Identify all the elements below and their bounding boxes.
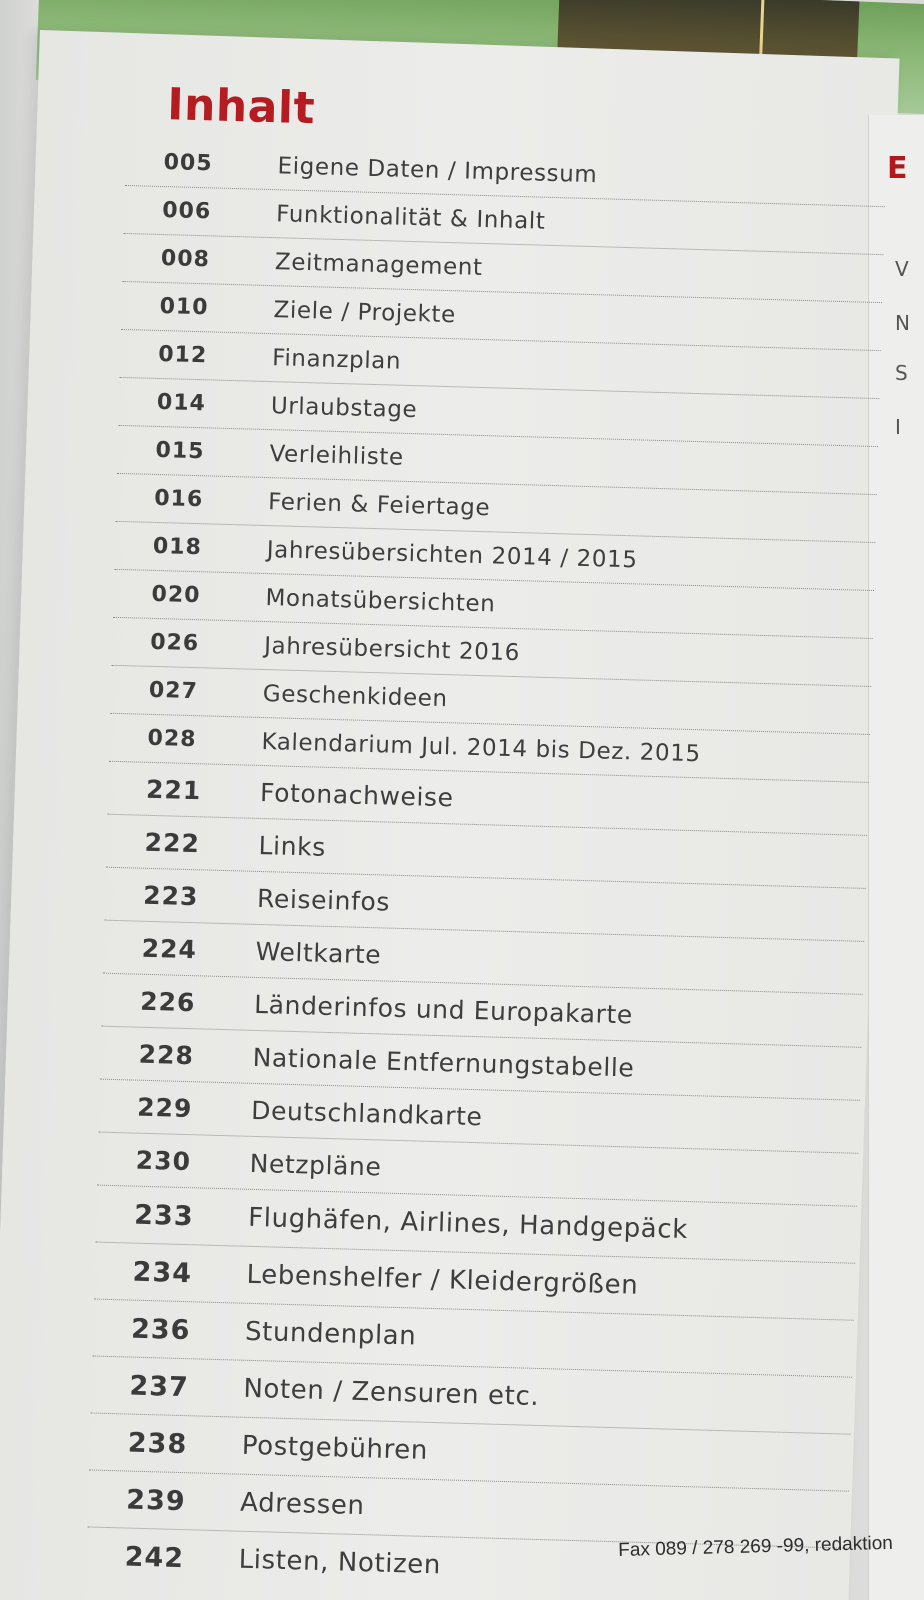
toc-entry-label: Flughäfen, Airlines, Handgepäck bbox=[247, 1202, 689, 1246]
toc-page-number: 026 bbox=[149, 629, 200, 657]
toc-entry-label: Finanzplan bbox=[271, 344, 402, 375]
toc-page-number: 222 bbox=[144, 827, 201, 858]
toc-entry-label: Lebenshelfer / Kleidergrößen bbox=[246, 1259, 639, 1301]
toc-entry-label: Monatsübersichten bbox=[265, 584, 496, 617]
toc-entry-label: Listen, Notizen bbox=[238, 1544, 442, 1581]
toc-entry-label: Geschenkideen bbox=[262, 680, 449, 712]
toc-entry-label: Reiseinfos bbox=[256, 883, 391, 917]
toc-page-number: 015 bbox=[155, 437, 205, 465]
toc-page-number: 236 bbox=[130, 1313, 191, 1346]
page-title: Inhalt bbox=[166, 79, 316, 135]
toc-entry-label: Links bbox=[258, 830, 327, 862]
facing-page-fragment: I bbox=[895, 415, 901, 439]
toc-page-number: 223 bbox=[142, 880, 199, 911]
toc-entry-label: Eigene Daten / Impressum bbox=[277, 152, 598, 188]
toc-entry-label: Länderinfos und Europakarte bbox=[253, 989, 634, 1029]
toc-page-number: 018 bbox=[152, 533, 203, 561]
toc-page-number: 221 bbox=[145, 774, 202, 805]
toc-entry-label: Adressen bbox=[239, 1487, 365, 1522]
toc-page-number: 226 bbox=[139, 986, 196, 1017]
toc-page-number: 233 bbox=[133, 1199, 195, 1232]
toc-page-number: 014 bbox=[156, 389, 207, 417]
toc-page-number: 028 bbox=[147, 725, 197, 753]
toc-page-number: 012 bbox=[157, 341, 208, 369]
toc-page-number: 020 bbox=[151, 581, 201, 609]
toc-page-number: 238 bbox=[127, 1427, 188, 1460]
toc-page-number: 228 bbox=[138, 1039, 195, 1070]
toc-page-number: 224 bbox=[141, 933, 198, 964]
toc-list bbox=[86, 138, 886, 1600]
facing-page-fragment: N bbox=[895, 311, 910, 335]
toc-page-number: 230 bbox=[135, 1145, 192, 1176]
toc-entry-label: Kalendarium Jul. 2014 bis Dez. 2015 bbox=[261, 728, 702, 767]
toc-entry-label: Urlaubstage bbox=[270, 392, 418, 423]
toc-page-number: 239 bbox=[125, 1484, 187, 1517]
table-of-contents bbox=[86, 78, 888, 1600]
toc-entry-label: Postgebühren bbox=[241, 1430, 429, 1466]
toc-entry-label: Jahresübersichten 2014 / 2015 bbox=[266, 536, 638, 573]
toc-page-number: 027 bbox=[148, 677, 199, 705]
toc-entry-label: Ziele / Projekte bbox=[273, 296, 457, 328]
toc-entry-label: Weltkarte bbox=[255, 936, 382, 969]
footer-contact-text: Fax 089 / 278 269 -99, redaktion bbox=[618, 1532, 894, 1561]
toc-page-number: 016 bbox=[153, 485, 204, 513]
toc-page-number: 229 bbox=[136, 1092, 193, 1123]
toc-page-number: 237 bbox=[129, 1370, 190, 1403]
toc-page-number: 006 bbox=[161, 198, 212, 225]
toc-entry-label: Verleihliste bbox=[269, 440, 405, 471]
toc-page-number: 234 bbox=[132, 1256, 193, 1289]
toc-entry-label: Deutschlandkarte bbox=[250, 1095, 483, 1131]
toc-page-number: 008 bbox=[160, 245, 211, 273]
toc-entry-label: Noten / Zensuren etc. bbox=[243, 1373, 540, 1412]
toc-entry-label: Fotonachweise bbox=[259, 777, 455, 812]
toc-entry-label: Jahresübersicht 2016 bbox=[263, 632, 521, 666]
toc-page-number: 010 bbox=[159, 293, 209, 321]
toc-entry-label: Funktionalität & Inhalt bbox=[275, 200, 546, 235]
toc-entry-label: Zeitmanagement bbox=[274, 248, 484, 281]
toc-entry-label: Nationale Entfernungstabelle bbox=[252, 1042, 635, 1083]
toc-entry-label: Stundenplan bbox=[244, 1316, 417, 1352]
toc-entry-label: Netzpläne bbox=[249, 1148, 382, 1181]
facing-page-fragment: S bbox=[895, 361, 908, 385]
toc-page-number: 005 bbox=[163, 150, 213, 177]
toc-page-number: 242 bbox=[124, 1540, 185, 1574]
toc-entry-label: Ferien & Feiertage bbox=[267, 488, 491, 521]
facing-page-heading-fragment: E bbox=[887, 151, 908, 186]
facing-page-fragment: V bbox=[895, 257, 909, 281]
